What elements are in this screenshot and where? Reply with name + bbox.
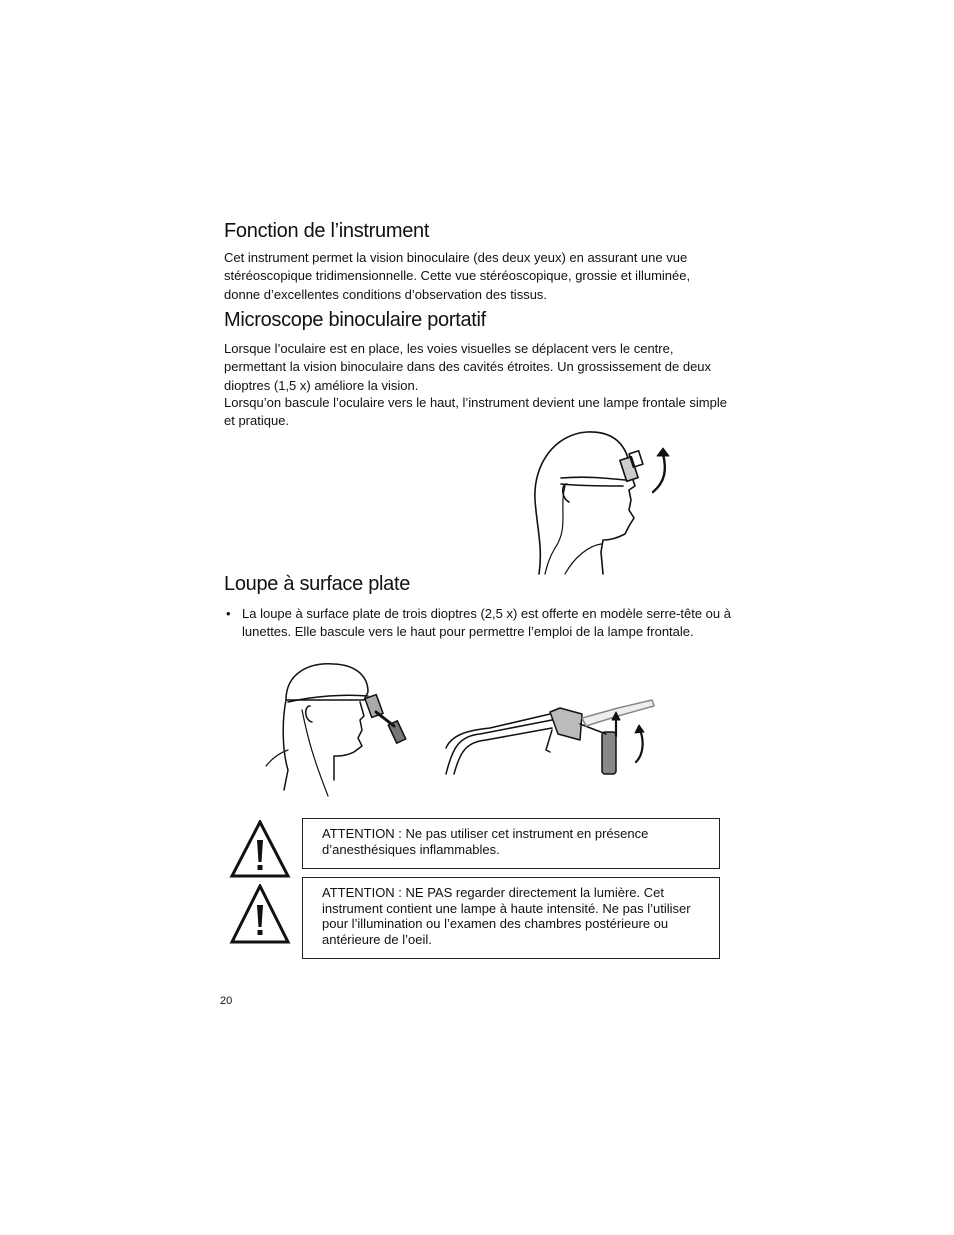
heading-fonction: Fonction de l’instrument <box>224 220 430 242</box>
headband-strap-lower <box>561 484 623 486</box>
warning-text-light: ATTENTION : NE PAS regarder directement la lumière. Cet instrument contient une lampe à haute intensité. Ne pas l’utiliser pour l’illumination ou l’examen des chambres postérieure ou antérieure de l’oeil. <box>322 885 691 947</box>
ear <box>306 706 312 722</box>
face-profile <box>601 468 635 574</box>
headband-strap <box>561 477 625 480</box>
paragraph-fonction: Cet instrument permet la vision binoculaire (des deux yeux) en assurant une vue stéréoscopique tridimensionnelle. Cette vue stéréoscopique, grossie et illuminée, donne d’excellentes conditions d’observation des tissus. <box>224 250 691 302</box>
temple-arm-2 <box>454 728 552 774</box>
head-outline <box>283 700 288 790</box>
bullet-loupe: La loupe à surface plate de trois dioptres (2,5 x) est offerte en modèle serre-tête ou à lunettes. Elle bascule vers le haut pour permettre l’emploi de la lampe frontale. <box>242 606 731 640</box>
temple-arm-1 <box>446 720 552 774</box>
warning-triangle-icon <box>229 820 291 878</box>
cord <box>302 710 328 796</box>
cord <box>545 486 565 574</box>
ocular-body <box>620 457 638 482</box>
paragraph-microscope-2: Lorsqu’on bascule l’oculaire vers le haut, l’instrument devient une lampe frontale simple et pratique. <box>224 395 727 429</box>
warning-text-anesthetics: ATTENTION : Ne pas utiliser cet instrument en présence d’anesthésiques inflammables. <box>322 826 649 857</box>
heading-microscope: Microscope binoculaire portatif <box>224 309 486 331</box>
lens-hinge <box>580 724 606 734</box>
bullet-marker: • <box>226 606 231 621</box>
flip-arrow-2 <box>636 730 643 762</box>
spectacles-loupe-illustration <box>440 690 666 778</box>
warning-box-anesthetics <box>302 818 720 869</box>
loupe-arm <box>376 712 394 726</box>
head-ocular-illustration <box>525 428 675 578</box>
lens-up-ghost <box>582 700 654 726</box>
collar <box>565 544 601 574</box>
rotation-arrowhead <box>657 448 669 456</box>
lens-down <box>602 732 616 774</box>
flip-arrow-2-head <box>635 725 644 733</box>
face-profile <box>334 702 364 780</box>
headband-strap <box>288 695 368 702</box>
warning-triangle-icon <box>229 884 291 944</box>
warning-box-light <box>302 877 720 959</box>
heading-loupe: Loupe à surface plate <box>224 573 411 595</box>
nose-bridge <box>546 730 552 752</box>
head-loupe-illustration <box>264 660 412 800</box>
page-number: 20 <box>220 995 233 1007</box>
rotation-arrow <box>653 454 665 492</box>
paragraph-microscope-1: Lorsque l’oculaire est en place, les voies visuelles se déplacent vers le centre, permettant la vision binoculaire dans des cavités étroites. Un grossissement de deux dioptres (1,5 x) améliore la vision. <box>224 341 712 393</box>
frame-front <box>550 708 582 740</box>
